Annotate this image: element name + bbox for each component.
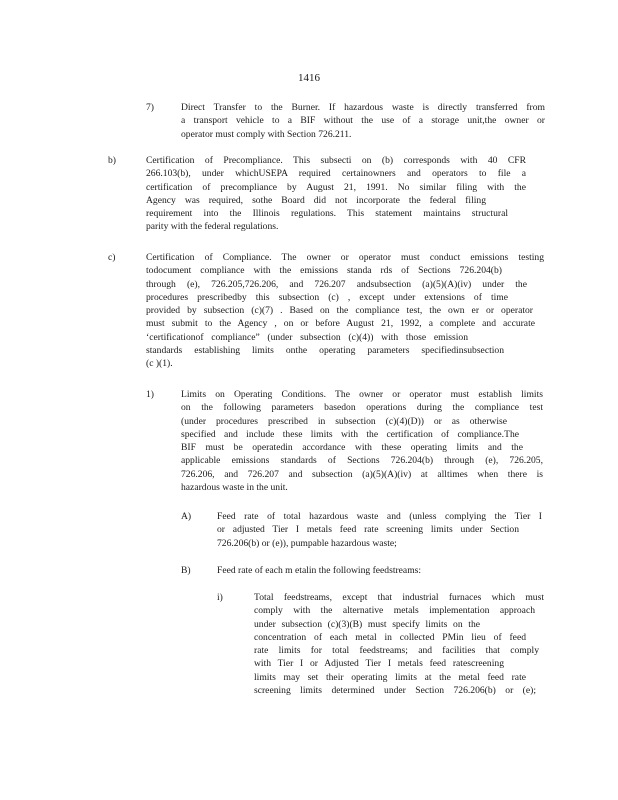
item-A-text [217,510,542,550]
text-line: comply with the alternative metals implementation approach [254,605,535,617]
item-marker-c: c) [108,252,116,263]
text-line: through (e), 726.205,726.206, and 726.207 andsubsection (a)(5)(A)(iv) under the [146,278,527,290]
text-line: (c )(1). [146,358,173,370]
text-line: (under procedures prescribed in subsection (c)(4)(D)) or as otherwise [181,415,507,427]
text-line: Feed rate of each m etalin the following feedstreams: [217,565,422,576]
text-line: concentration of each metal in collected PMin lieu of feed [254,631,526,643]
text-line: a transport vehicle to a BIF without the use of a storage unit,the owner or [181,115,545,127]
text-line: must submit to the Agency , on or before August 21, 1992, a complete and accurate [146,318,535,330]
item-marker-i: i) [217,592,223,603]
text-line: ‘certificationof compliance” (under subsection (c)(4)) with those emission [146,331,468,343]
item-marker-7: 7) [146,102,154,113]
text-line: hazardous waste in the unit. [181,482,288,494]
text-line: Limits on Operating Conditions. The owner or operator must establish limits [181,389,543,400]
text-line: screening limits determined under Section 726.206(b) or (e); [254,685,536,697]
text-line: BIF must be operatedin accordance with these operating limits and the [181,442,523,454]
text-line: standards establishing limits onthe operating parameters specifiedinsubsection [146,345,504,357]
item-marker-1: 1) [146,389,154,400]
page-number: 1416 [298,72,320,84]
item-marker-B: B) [181,565,191,576]
item-1-text [181,388,543,494]
text-line: parity with the federal regulations. [146,221,279,233]
text-line: applicable emissions standards of Sections 726.204(b) through (e), 726.205, [181,455,543,467]
text-line: limits may set their operating limits at the metal feed rate [254,671,526,683]
text-line: 726.206, and 726.207 and subsection (a)(5)(A)(iv) at alltimes when there is [181,468,543,480]
item-B-text [217,564,542,577]
item-c-text [146,251,544,371]
item-7-text [181,101,545,141]
item-b-text [146,154,526,234]
item-i-text [254,591,544,697]
text-line: provided by subsection (c)(7) . Based on the compliance test, the own er or operator [146,305,533,317]
text-line: Certification of Precompliance. This subsecti on (b) corresponds with 40 CFR [146,155,526,166]
text-line: Feed rate of total hazardous waste and (unless complying the Tier I [217,511,542,522]
text-line: Direct Transfer to the Burner. If hazardous waste is directly transferred from [181,102,545,113]
text-line: certification of precompliance by August 21, 1991. No similar filing with the [146,181,526,193]
text-line: procedures prescribedby this subsection (c) , except under extensions of time [146,291,508,303]
text-line: on the following parameters basedon operations during the compliance test [181,402,543,414]
text-line: operator must comply with Section 726.211. [181,128,352,140]
item-marker-A: A) [181,511,192,522]
text-line: under subsection (c)(3)(B) must specify limits on the [254,618,480,630]
text-line: or adjusted Tier I metals feed rate screening limits under Section [217,524,519,536]
text-line: Certification of Compliance. The owner or operator must conduct emissions testing [146,252,544,263]
item-marker-b: b) [108,155,116,166]
text-line: Agency was required, sothe Board did not incorporate the federal filing [146,194,486,206]
text-line: rate limits for total feedstreams; and facilities that comply [254,645,539,657]
text-line: specified and include these limits with the certification of compliance.The [181,428,519,440]
text-line: todocument compliance with the emissions standa rds of Sections 726.204(b) [146,265,502,277]
text-line: with Tier I or Adjusted Tier I metals feed ratescreening [254,658,504,670]
text-line: requirement into the Illinois regulations. This statement maintains structural [146,208,508,220]
text-line: 266.103(b), under whichUSEPA required certainowners and operators to file a [146,168,526,180]
text-line: 726.206(b) or (e)), pumpable hazardous waste; [217,537,397,549]
text-line: Total feedstreams, except that industrial furnaces which must [254,592,544,603]
